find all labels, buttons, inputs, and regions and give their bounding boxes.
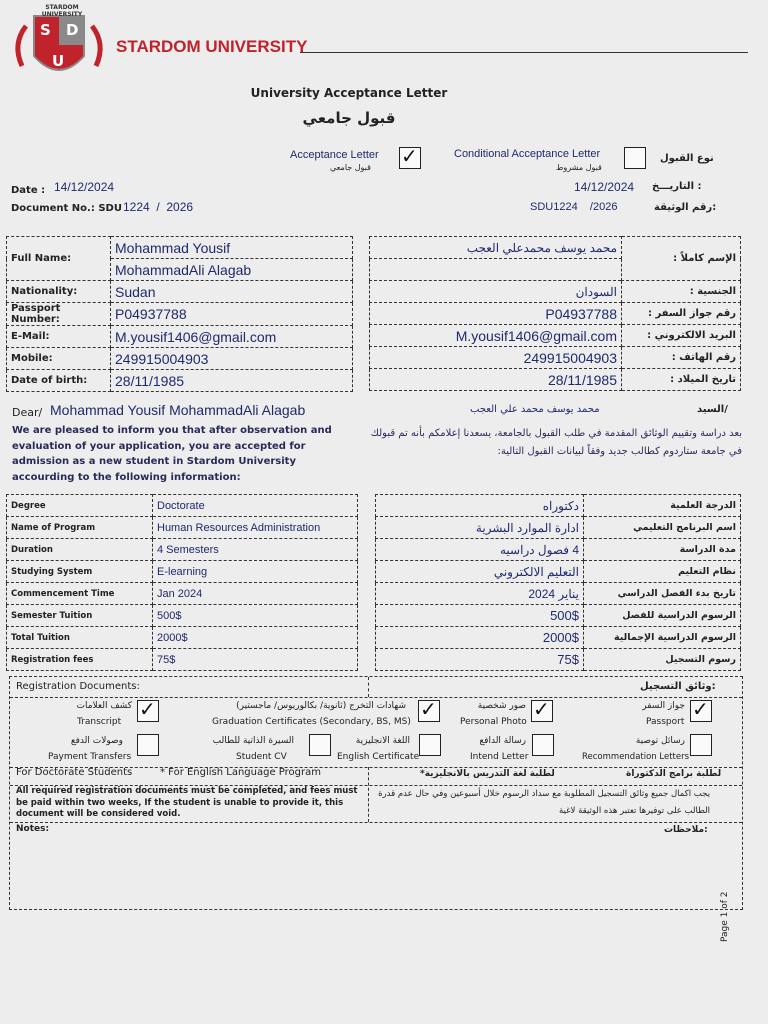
- english-certificate-checkbox[interactable]: [419, 734, 441, 756]
- student-cv-checkbox[interactable]: [309, 734, 331, 756]
- english-certificate-label-ar: اللغة الانجليزية: [355, 736, 410, 746]
- transcript-checkbox[interactable]: ✓: [137, 700, 159, 722]
- mobile-label: Mobile:: [7, 348, 111, 370]
- passport-doc-label-ar: جواز السفر: [642, 701, 685, 711]
- dob-ar-value: 28/11/1985: [370, 369, 622, 391]
- passport-ar-label: رقم جواز السفر :: [622, 303, 741, 325]
- semester-tuition-ar-label: الرسوم الدراسية للفصل: [584, 605, 741, 627]
- letter-body-en: We are pleased to inform you that after observation and evaluation of your application, you are accepted for admission as a new student in Stardom University accourding to the following information:: [12, 425, 332, 483]
- english-program-label-ar: *لطلبة لغة التدريس بالانجليزية: [420, 769, 555, 779]
- header-rule: [300, 52, 748, 53]
- logo-badge-text: STARDOM UNIVERSITY: [41, 4, 83, 18]
- passport-doc-checkbox[interactable]: ✓: [690, 700, 712, 722]
- commencement-ar-label: تاريخ بدء الفصل الدراسي: [584, 583, 741, 605]
- registration-fees-ar-label: رسوم التسجيل: [584, 649, 741, 671]
- registration-fees-value: 75$: [153, 649, 358, 671]
- full-name-label: Full Name:: [7, 237, 111, 281]
- commencement-ar-value: يناير 2024: [376, 583, 584, 605]
- title-ar: قبول جامعي: [302, 109, 396, 127]
- semester-tuition-ar-value: 500$: [376, 605, 584, 627]
- payment-transfers-checkbox[interactable]: [137, 734, 159, 756]
- studying-system-label: Studying System: [7, 561, 153, 583]
- payment-transfers-label: Payment Transfers: [48, 752, 132, 762]
- registration-documents-title-ar: وثائق التسجيل:: [640, 681, 716, 692]
- dob-label: Date of birth:: [7, 370, 111, 392]
- passport-value: P04937788: [111, 303, 353, 326]
- mobile-ar-value: 249915004903: [370, 347, 622, 369]
- nationality-value: Sudan: [111, 281, 353, 303]
- mobile-ar-label: رقم الهاتف :: [622, 347, 741, 369]
- nationality-label: Nationality:: [7, 281, 111, 303]
- full-name-ar-blank: [370, 259, 622, 281]
- studying-system-ar-label: نظام التعليم: [584, 561, 741, 583]
- studying-system-value: E-learning: [153, 561, 358, 583]
- date-value: 14/12/2024: [54, 180, 115, 194]
- registration-documents-title: Registration Documents:: [16, 681, 140, 692]
- date-label-ar: التاريـــخ :: [652, 181, 702, 192]
- email-ar-value: M.yousif1406@gmail.com: [370, 325, 622, 347]
- personal-info-table-ar: [369, 236, 741, 391]
- payment-transfers-label-ar: وصولات الدفع: [70, 736, 123, 746]
- program-name-ar-label: اسم البرنامج التعليمي: [584, 517, 741, 539]
- university-logo: [8, 4, 110, 88]
- dear-label: Dear/: [12, 406, 43, 419]
- document-no-label: Document No.: SDU: [11, 203, 122, 214]
- acceptance-letter-label-ar: قبول جامعي: [330, 163, 371, 172]
- student-cv-label-ar: السيرة الذاتية للطالب: [212, 736, 294, 746]
- degree-value: Doctorate: [153, 495, 358, 517]
- duration-value: 4 Semesters: [153, 539, 358, 561]
- program-table-ar: [375, 494, 741, 671]
- personal-info-table-en: [6, 236, 353, 392]
- date-value-ar: 14/12/2024: [574, 180, 635, 194]
- recommendation-letters-label: Recommendation Letters: [582, 752, 690, 762]
- personal-photo-checkbox[interactable]: ✓: [531, 700, 553, 722]
- graduation-certificates-checkbox[interactable]: ✓: [418, 700, 440, 722]
- commencement-value: Jan 2024: [153, 583, 358, 605]
- intend-letter-label-ar: رسالة الدافع: [479, 736, 526, 746]
- dear-label-ar: السيد/: [697, 404, 728, 415]
- recommendation-letters-label-ar: رسائل توصية: [635, 736, 685, 746]
- intend-letter-checkbox[interactable]: [532, 734, 554, 756]
- total-tuition-value: 2000$: [153, 627, 358, 649]
- conditional-acceptance-label: Conditional Acceptance Letter: [454, 148, 601, 160]
- total-tuition-label: Total Tuition: [7, 627, 153, 649]
- dob-value: 28/11/1985: [111, 370, 353, 392]
- recommendation-letters-checkbox[interactable]: [690, 734, 712, 756]
- registration-note-ar: يجب اكمال جميع وثائق التسجيل المطلوبة مع سداد الرسوم خلال أسبوعين وفي حال عدم قدرة الطالب على توفيرها تعتبر هذه الوثيقة لاغية: [378, 789, 710, 816]
- doctorate-students-label: For Doctorate Students: [16, 767, 133, 778]
- check-icon: ✓: [401, 144, 418, 168]
- email-value: M.yousif1406@gmail.com: [111, 326, 353, 348]
- program-name-label: Name of Program: [7, 517, 153, 539]
- university-name: STARDOM UNIVERSITY: [116, 37, 308, 56]
- graduation-certificates-label-ar: شهادات التخرج (ثانوية/ بكالوريوس/ ماجستير): [236, 701, 406, 711]
- student-cv-label: Student CV: [236, 752, 287, 762]
- acceptance-letter-label: Acceptance Letter: [290, 149, 379, 161]
- email-ar-label: البريد الالكتروني :: [622, 325, 741, 347]
- semester-tuition-label: Semester Tuition: [7, 605, 153, 627]
- acceptance-letter-checkbox[interactable]: [399, 144, 421, 169]
- duration-ar-value: 4 فصول دراسيه: [376, 539, 584, 561]
- duration-ar-label: مدة الدراسة: [584, 539, 741, 561]
- full-name-ar-label: الإسم كاملاً :: [622, 237, 741, 281]
- degree-ar-label: الدرجة العلمية: [584, 495, 741, 517]
- email-label: E-Mail:: [7, 326, 111, 348]
- registration-fees-ar-value: 75$: [376, 649, 584, 671]
- program-name-ar-value: ادارة الموارد البشرية: [376, 517, 584, 539]
- nationality-ar-value: السودان: [370, 281, 622, 303]
- personal-photo-label-ar: صور شخصية: [477, 701, 526, 711]
- intend-letter-label: Intend Letter: [470, 752, 529, 762]
- degree-ar-value: دكتوراه: [376, 495, 584, 517]
- dear-name: Mohammad Yousif MohammadAli Alagab: [50, 402, 306, 418]
- full-name-ar-value: محمد يوسف محمدعلي العجب: [370, 237, 622, 259]
- graduation-certificates-label: Graduation Certificates (Secondary, BS, MS): [212, 717, 411, 727]
- notes-label: Notes:: [16, 824, 50, 834]
- doctorate-students-label-ar: لطلبة برامج الدكتوراة: [626, 769, 722, 779]
- logo-letter-u: U: [52, 52, 65, 70]
- duration-label: Duration: [7, 539, 153, 561]
- total-tuition-ar-value: 2000$: [376, 627, 584, 649]
- document-no-value-ar: SDU1224 /2026: [530, 201, 618, 213]
- document-no-label-ar: رقم الوثيقة:: [654, 202, 717, 213]
- passport-ar-value: P04937788: [370, 303, 622, 325]
- studying-system-ar-value: التعليم الالكتروني: [376, 561, 584, 583]
- program-name-value: Human Resources Administration: [153, 517, 358, 539]
- transcript-label: Transcript: [77, 717, 122, 727]
- acceptance-type-label-ar: نوع القبول: [660, 153, 714, 164]
- conditional-acceptance-label-ar: قبول مشروط: [556, 163, 602, 172]
- page-number: Page 1 of 2: [720, 891, 730, 942]
- mobile-value: 249915004903: [111, 348, 353, 370]
- letter-body-ar: بعد دراسة وتقييم الوثائق المقدمة في طلب القبول بالجامعة، يسعدنا إعلامكم بأنه تم قبولك في جامعة ستاردوم كطالب جديد وفقاً لبيانات القبول التالية:: [370, 428, 742, 457]
- full-name-line2: MohammadAli Alagab: [111, 259, 353, 281]
- date-label: Date :: [11, 185, 46, 196]
- dob-ar-label: تاريخ الميلاد :: [622, 369, 741, 391]
- conditional-acceptance-checkbox[interactable]: [624, 147, 646, 169]
- english-program-label: * For English Language Program: [160, 767, 321, 778]
- passport-label: Passport Number:: [7, 303, 111, 326]
- passport-doc-label: Passport: [646, 717, 685, 727]
- personal-photo-label: Personal Photo: [460, 717, 527, 727]
- title-en: University Acceptance Letter: [250, 86, 448, 100]
- dear-name-ar: محمد يوسف محمد علي العجب: [470, 404, 600, 415]
- nationality-ar-label: الجنسية :: [622, 281, 741, 303]
- notes-label-ar: ملاحظات:: [664, 825, 708, 835]
- commencement-label: Commencement Time: [7, 583, 153, 605]
- full-name-line1: Mohammad Yousif: [111, 237, 353, 259]
- degree-label: Degree: [7, 495, 153, 517]
- semester-tuition-value: 500$: [153, 605, 358, 627]
- total-tuition-ar-label: الرسوم الدراسية الإجمالية: [584, 627, 741, 649]
- document-no-value: 1224 / 2026: [123, 200, 194, 214]
- logo-letter-s: S: [40, 21, 51, 39]
- program-table-en: [6, 494, 358, 671]
- english-certificate-label: English Certificate: [337, 752, 420, 762]
- registration-fees-label: Registration fees: [7, 649, 153, 671]
- logo-letter-d: D: [66, 21, 79, 39]
- registration-note-en: All required registration documents must be completed, and fees must be paid within two weeks, If the student is unable to provide it, this document will be considered void.: [16, 786, 358, 819]
- transcript-label-ar: كشف العلامات: [76, 701, 132, 711]
